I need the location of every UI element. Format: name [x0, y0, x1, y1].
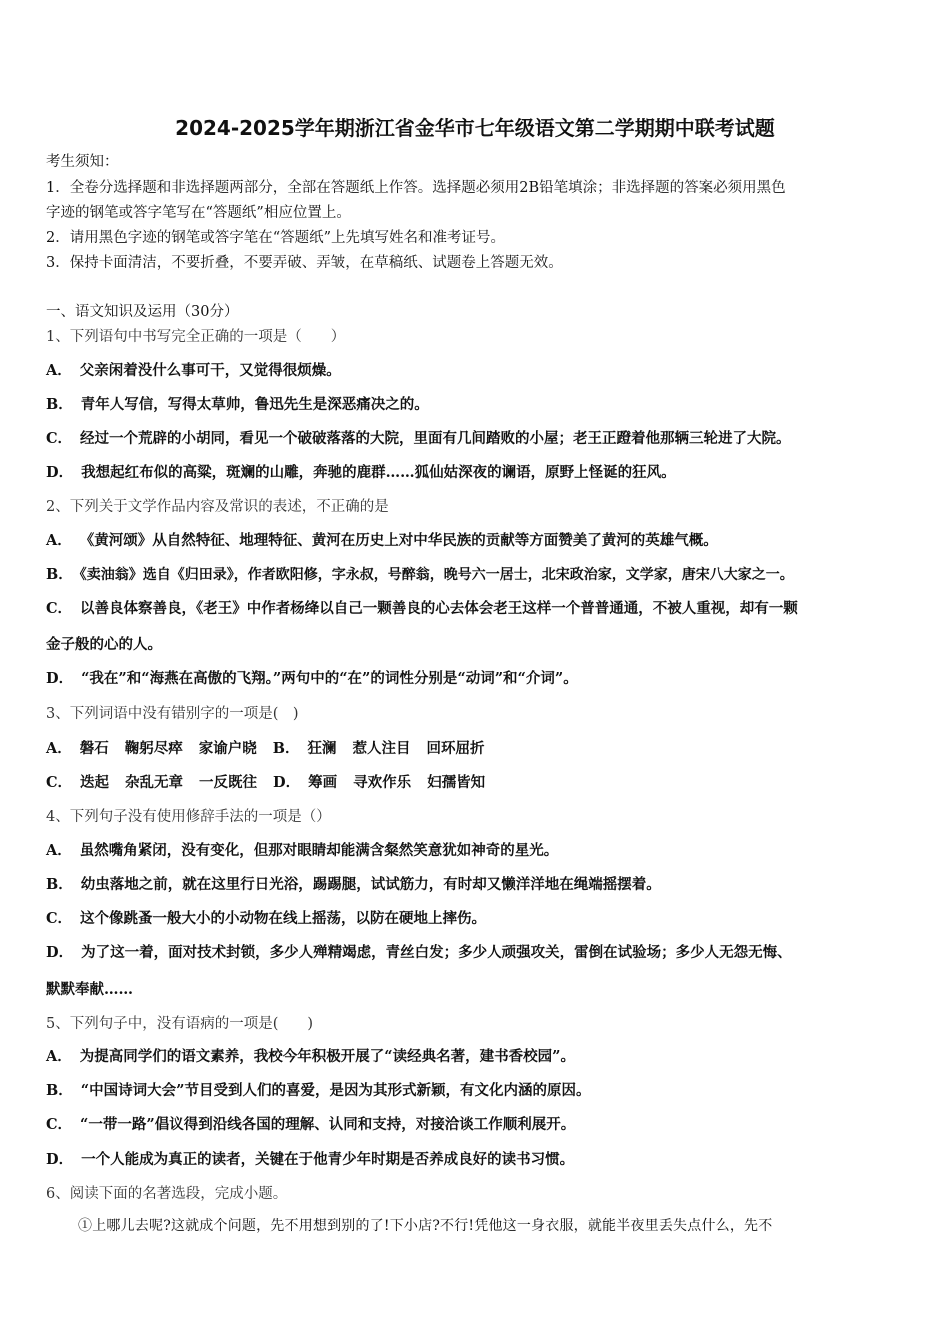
option-label: B． — [46, 396, 73, 413]
question-5-stem: 5、下列句子中，没有语病的一项是( ) — [46, 1016, 314, 1032]
option-label: A． — [46, 1048, 72, 1065]
question-2-option-d — [46, 669, 578, 689]
word: 筹画 — [308, 774, 338, 791]
question-1-option-b — [46, 395, 429, 415]
option-label: B． — [46, 566, 73, 583]
notice-item: 字迹的钢笔或答字笔写在“答题纸”相应位置上。 — [46, 205, 351, 221]
question-6-stem: 6、阅读下面的名著选段，完成小题。 — [46, 1186, 288, 1202]
option-text: 我想起红布似的高粱，斑斓的山雕，奔驰的鹿群……狐仙姑深夜的谰语，原野上怪诞的狂风。 — [81, 464, 676, 481]
option-text: “中国诗词大会”节目受到人们的喜爱，是因为其形式新颖，有文化内涵的原因。 — [80, 1082, 591, 1099]
option-label: A． — [46, 842, 72, 859]
section-heading: 一、语文知识及运用（30分） — [46, 304, 239, 320]
option-label: D． — [46, 670, 74, 687]
option-label: C． — [46, 1116, 73, 1133]
reading-passage: ①上哪儿去呢?这就成个问题，先不用想到别的了!下小店?不行!凭他这一身衣服，就能半夜里丢失点什么，先不 — [78, 1218, 773, 1234]
question-3-row-1 — [46, 739, 501, 759]
option-text: 经过一个荒辟的小胡同，看见一个破破落落的大院，里面有几间踏败的小屋；老王正蹬着他那辆三轮进了大院。 — [80, 430, 791, 447]
notice-item: 1．全卷分选择题和非选择题两部分，全部在答题纸上作答。选择题必须用2B铅笔填涂；非选择题的答案必须用黑色 — [46, 180, 786, 196]
option-text: “一带一路”倡议得到沿线各国的理解、认同和支持，对接洽谈工作顺利展开。 — [80, 1116, 576, 1133]
word: 磐石 — [79, 740, 109, 757]
option-label: C． — [46, 774, 73, 791]
word: 回环屈折 — [426, 740, 485, 757]
question-3-stem: 3、下列词语中没有错别字的一项是( ) — [46, 706, 299, 722]
word: 鞠躬尽瘁 — [124, 740, 183, 757]
question-1-stem: 1、下列语句中书写完全正确的一项是（ ） — [46, 329, 346, 345]
option-label: D． — [46, 464, 74, 481]
question-2-option-c-cont: 金子般的心的人。 — [46, 636, 162, 653]
option-text: 虽然嘴角紧闭，没有变化，但那对眼睛却能满含粲然笑意犹如神奇的星光。 — [79, 842, 559, 859]
option-text: 以善良体察善良，《老王》中作者杨绛以自己一颗善良的心去体会老王这样一个普普通通，不被人重视，却有一颗 — [80, 600, 798, 617]
option-text: 这个像跳蚤一般大小的小动物在线上摇荡，以防在硬地上摔伤。 — [80, 910, 487, 927]
option-label: C． — [46, 600, 73, 617]
question-3-row-2 — [46, 773, 501, 793]
question-5-option-a — [46, 1047, 575, 1067]
question-1-option-c — [46, 429, 791, 449]
word: 狂澜 — [307, 740, 337, 757]
option-label: B． — [46, 876, 73, 893]
question-1-option-d — [46, 463, 676, 483]
question-5-option-d — [46, 1150, 574, 1170]
word: 杂乱无章 — [125, 774, 184, 791]
option-text: 为了这一着，面对技术封锁，多少人殚精竭虑，青丝白发；多少人顽强攻关，雷倒在试验场；多少人无怨无悔、 — [81, 944, 792, 961]
question-2-option-a — [46, 531, 718, 551]
option-text: 一个人能成为真正的读者，关键在于他青少年时期是否养成良好的读书习惯。 — [81, 1151, 575, 1168]
question-4-option-b — [46, 875, 661, 895]
question-2-stem: 2、下列关于文学作品内容及常识的表述，不正确的是 — [46, 499, 389, 515]
option-text: 幼虫落地之前，就在这里行日光浴，踢踢腿，试试筋力，有时却又懒洋洋地在绳端摇摆着。 — [80, 876, 661, 893]
question-4-stem: 4、下列句子没有使用修辞手法的一项是（） — [46, 809, 331, 825]
option-text: “我在”和“海燕在高傲的飞翔。”两句中的“在”的词性分别是“动词”和“介词”。 — [81, 670, 578, 687]
word: 迭起 — [80, 774, 110, 791]
exam-title: 2024-2025学年期浙江省金华市七年级语文第二学期期中联考试题 — [175, 116, 775, 140]
option-text: 为提高同学们的语文素养，我校今年积极开展了“读经典名著，建书香校园”。 — [79, 1048, 575, 1065]
option-label: A． — [46, 532, 72, 549]
question-4-option-a — [46, 841, 558, 861]
question-4-option-d — [46, 943, 792, 963]
option-label: B． — [46, 1082, 73, 1099]
notice-heading: 考生须知： — [46, 154, 119, 170]
word: 一反既往 — [199, 774, 258, 791]
option-label: C． — [46, 430, 73, 447]
option-label: D． — [46, 1151, 74, 1168]
option-text: 《卖油翁》选自《归田录》，作者欧阳修，字永叔，号醉翁，晚号六一居士，北宋政治家，文学家，唐宋八大家之一。 — [72, 567, 794, 583]
option-label: B． — [272, 740, 300, 757]
option-label: A． — [46, 362, 72, 379]
option-label: A． — [46, 740, 72, 757]
notice-item: 3．保持卡面清洁，不要折叠，不要弄破、弄皱，在草稿纸、试题卷上答题无效。 — [46, 255, 563, 271]
word: 妇孺皆知 — [427, 774, 486, 791]
word: 家谕户晓 — [198, 740, 257, 757]
notice-item: 2．请用黑色字迹的钢笔或答字笔在“答题纸”上先填写姓名和准考证号。 — [46, 230, 506, 246]
word: 寻欢作乐 — [353, 774, 412, 791]
option-text: 《黄河颂》从自然特征、地理特征、黄河在历史上对中华民族的贡献等方面赞美了黄河的英雄气概。 — [79, 532, 718, 549]
question-2-option-c — [46, 599, 798, 619]
question-1-option-a — [46, 361, 341, 381]
word: 惹人注目 — [352, 740, 411, 757]
option-label: D． — [273, 774, 301, 791]
question-4-option-c — [46, 909, 486, 929]
option-text: 父亲闲着没什么事可干，又觉得很烦燥。 — [79, 362, 341, 379]
question-4-option-d-cont: 默默奉献…… — [46, 981, 133, 998]
question-5-option-c — [46, 1115, 575, 1135]
question-5-option-b — [46, 1081, 590, 1101]
option-label: C． — [46, 910, 73, 927]
option-text: 青年人写信，写得太草帅，鲁迅先生是深恶痛决之的。 — [80, 396, 429, 413]
option-label: D． — [46, 944, 74, 961]
question-2-option-b — [46, 565, 794, 585]
